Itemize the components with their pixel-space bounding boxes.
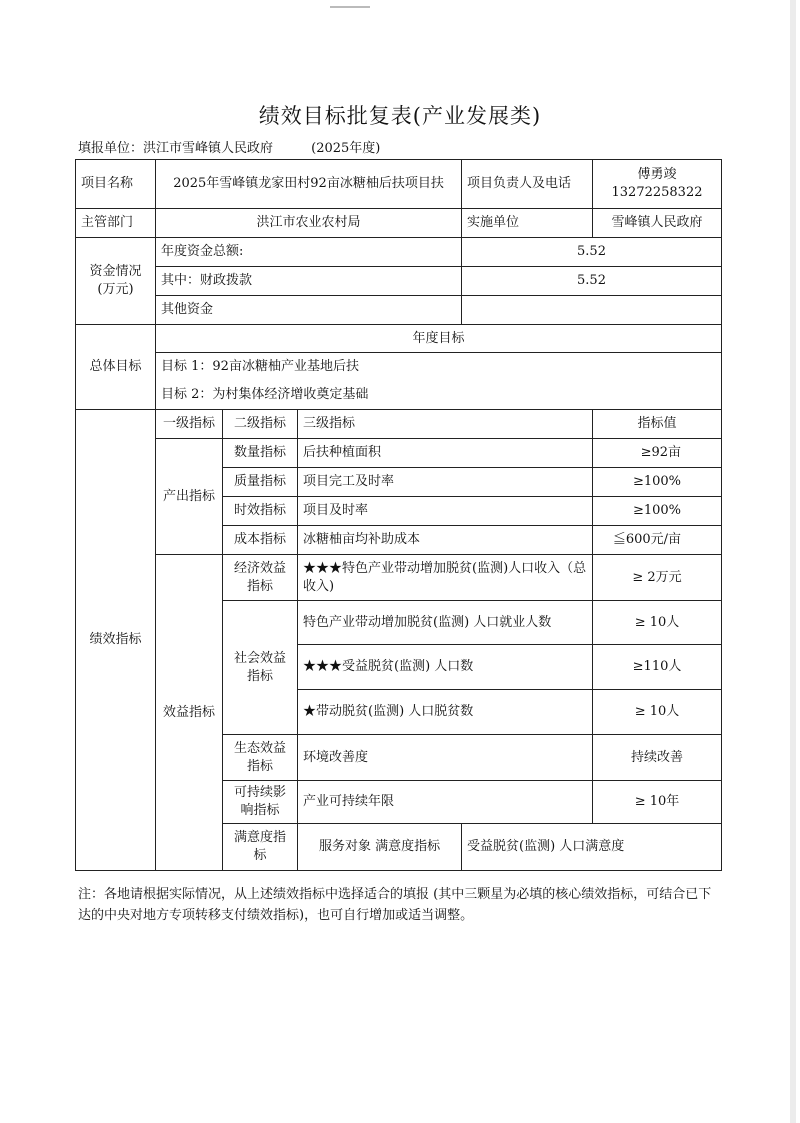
- eco-value: 持续改善: [593, 735, 722, 781]
- table-row: [76, 439, 722, 468]
- sustain-item: 产业可持续年限: [298, 781, 593, 824]
- level1-header: 一级指标: [156, 410, 223, 439]
- quantity-indicator: 数量指标: [223, 439, 298, 468]
- project-owner-label: 项目负责人及电话: [462, 160, 593, 209]
- social-item-1: 特色产业带动增加脱贫(监测) 人口就业人数: [298, 601, 593, 645]
- output-indicator: 产出指标: [156, 439, 223, 555]
- level2-header: 二级指标: [223, 410, 298, 439]
- sustain-value: ≥ 10年: [593, 781, 722, 824]
- table-row: [76, 325, 722, 353]
- scan-mark: [330, 6, 370, 8]
- fiscal-year: (2025年度): [311, 141, 381, 156]
- quality-item: 项目完工及时率: [298, 468, 593, 497]
- timeliness-item: 项目及时率: [298, 497, 593, 526]
- service-item: 受益脱贫(监测) 人口满意度: [462, 824, 722, 871]
- quantity-value: ≥92亩: [593, 439, 722, 468]
- sustain-indicator: 可持续影响指标: [223, 781, 298, 824]
- economic-item: ★★★特色产业带动增加脱贫(监测)人口收入（总收入): [298, 555, 593, 601]
- social-item-2: ★★★受益脱贫(监测) 人口数: [298, 645, 593, 690]
- quantity-item: 后扶种植面积: [298, 439, 593, 468]
- table-row: [76, 160, 722, 209]
- footnote: 注：各地请根据实际情况，从上述绩效指标中选择适合的填报 (其中三颗星为必填的核心绩效指标，可结合已下达的中央对地方专项转移支付绩效指标)，也可自行增加或适当调整。: [78, 887, 712, 923]
- economic-value: ≥ 2万元: [593, 555, 722, 601]
- funds-total-value: 5.52: [462, 238, 722, 267]
- social-value-2: ≥110人: [593, 645, 722, 690]
- page-title: 绩效目标批复表(产业发展类): [258, 104, 542, 128]
- goal-2: 目标 2：为村集体经济增收奠定基础: [156, 382, 722, 410]
- goal-1: 目标 1：92亩冰糖柚产业基地后扶: [156, 353, 722, 382]
- table-row: [76, 267, 722, 296]
- social-item-3: ★带动脱贫(监测) 人口脱贫数: [298, 690, 593, 735]
- project-owner-value: 傅勇竣13272258322: [593, 160, 722, 209]
- table-row: [76, 410, 722, 439]
- funds-fiscal-label: 其中：财政拨款: [156, 267, 462, 296]
- filing-unit-line: [78, 137, 380, 156]
- performance-table: [75, 159, 722, 871]
- timeliness-value: ≥100%: [593, 497, 722, 526]
- funds-other-value: [462, 296, 722, 325]
- social-indicator: 社会效益指标: [223, 601, 298, 735]
- funds-total-label: 年度资金总额:: [156, 238, 462, 267]
- filing-unit: 填报单位：洪江市雪峰镇人民政府: [78, 141, 274, 156]
- cost-item: 冰糖柚亩均补助成本: [298, 526, 593, 555]
- level3-header: 三级指标: [298, 410, 593, 439]
- satisfaction-indicator: 满意度指标: [223, 824, 298, 871]
- eco-indicator: 生态效益指标: [223, 735, 298, 781]
- project-name-label: 项目名称: [76, 160, 156, 209]
- value-header: 指标值: [593, 410, 722, 439]
- dept-label: 主管部门: [76, 209, 156, 238]
- table-row: [76, 238, 722, 267]
- timeliness-indicator: 时效指标: [223, 497, 298, 526]
- funds-label: 资金情况(万元): [76, 238, 156, 325]
- funds-fiscal-value: 5.52: [462, 267, 722, 296]
- overall-goal-label: 总体目标: [76, 325, 156, 410]
- perf-indicator-label: 绩效指标: [76, 410, 156, 871]
- project-name-value: 2025年雪峰镇龙家田村92亩冰糖柚后扶项目扶: [156, 160, 462, 209]
- impl-unit-label: 实施单位: [462, 209, 593, 238]
- quality-indicator: 质量指标: [223, 468, 298, 497]
- table-row: [76, 209, 722, 238]
- social-value-3: ≥ 10人: [593, 690, 722, 735]
- dept-value: 洪江市农业农村局: [156, 209, 462, 238]
- funds-other-label: 其他资金: [156, 296, 462, 325]
- economic-indicator: 经济效益指标: [223, 555, 298, 601]
- table-row: [76, 353, 722, 382]
- scan-edge: [790, 0, 796, 1123]
- cost-indicator: 成本指标: [223, 526, 298, 555]
- impl-unit-value: 雪峰镇人民政府: [593, 209, 722, 238]
- table-row: [76, 296, 722, 325]
- table-row: [76, 555, 722, 601]
- annual-goal-header: 年度目标: [156, 325, 722, 353]
- eco-item: 环境改善度: [298, 735, 593, 781]
- service-indicator: 服务对象 满意度指标: [298, 824, 462, 871]
- table-row: [76, 382, 722, 410]
- benefit-indicator: 效益指标: [156, 555, 223, 871]
- quality-value: ≥100%: [593, 468, 722, 497]
- social-value-1: ≥ 10人: [593, 601, 722, 645]
- cost-value: ≦600元/亩: [593, 526, 722, 555]
